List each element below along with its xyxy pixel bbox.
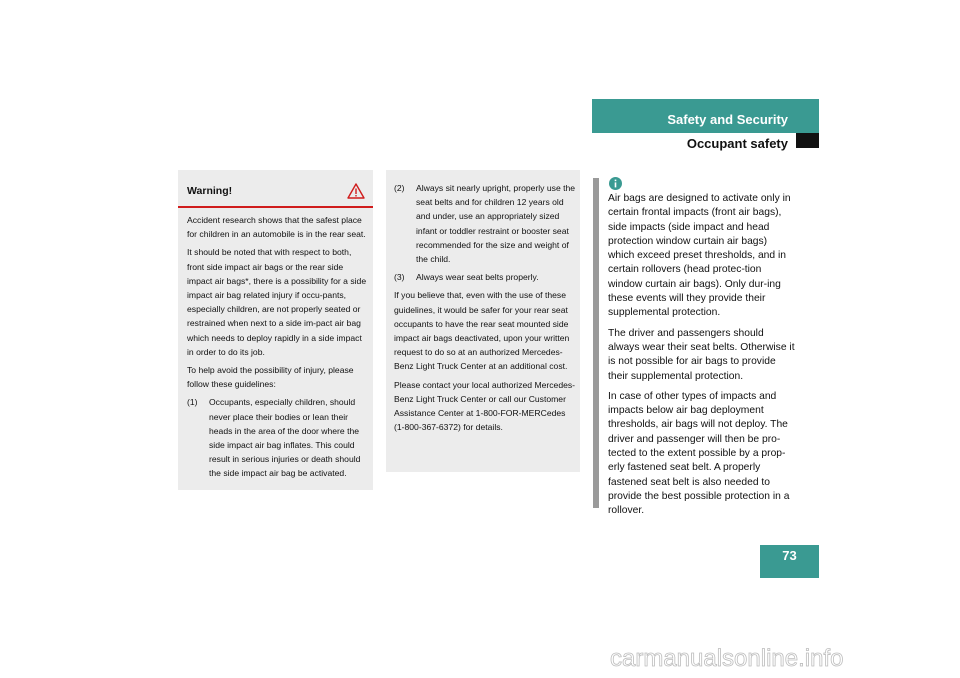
guideline-item <box>394 181 578 266</box>
warning-paragraph: To help avoid the possibility of injury, please follow these guidelines: <box>187 365 354 390</box>
warning-triangle-icon <box>347 183 365 199</box>
guideline-text: Occupants, especially children, should never place their bodies or lean their heads in the area of the door where the side impact air bag inflates. This could result in serious injuries or death should the side impact air bag be activated. <box>209 397 361 479</box>
info-paragraph: Air bags are designed to activate only in certain frontal impacts (front air bags), side impacts (side impact and head protection window curtain air bags) which exceed preset thresholds, and in certain rollovers (head protec-tion window curtain air bags). Only dur-ing these events will they provide their supplemental protection. <box>608 193 791 319</box>
header-marker <box>796 133 819 148</box>
warning-title: Warning! <box>187 185 233 197</box>
warning-body <box>187 213 369 485</box>
warning-paragraph: Accident research shows that the safest place for children in an automobile is in the rear seat. <box>187 215 366 240</box>
guidelines-body <box>394 181 578 438</box>
watermark-logo <box>610 644 950 674</box>
warning-paragraph: It should be noted that with respect to both, front side impact air bags or the rear side impact air bags*, there is a possibility for a side impact air bag related injury if occu-pants, especially children, are not properly seated or restrained when next to a side im-pact air bag which needs to deploy rapidly in a side impact in order to do its job. <box>187 247 367 357</box>
info-body <box>608 192 796 525</box>
warning-header <box>178 170 373 208</box>
guideline-number: (2) <box>394 183 405 193</box>
info-paragraph: In case of other types of impacts and impacts below air bag deployment thresholds, air bags will not deploy. The driver and passenger will then be pro-tected to the extent possible by a prop-erly fastened seat belt. A properly fastened seat belt is also needed to provide the best possible protection in a rollover. <box>608 390 790 517</box>
info-icon <box>609 177 622 190</box>
guideline-number: (3) <box>394 272 405 283</box>
warning-box <box>178 170 373 490</box>
watermark-text: carmanualsonline.info <box>610 645 844 672</box>
section-title: Safety and Security <box>667 112 788 127</box>
guideline-text: Always sit nearly upright, properly use the seat belts and for children 12 years old and under, use an appropriately sized infant or toddler restraint or booster seat recommended for the size and weight of the child. <box>416 183 576 265</box>
section-subtitle: Occupant safety <box>686 136 788 151</box>
guideline-item <box>187 395 369 480</box>
guideline-text: Always wear seat belts properly. <box>416 272 539 283</box>
guideline-paragraph: If you believe that, even with the use of these guidelines, it would be safer for your rear seat occupants to have the rear seat mounted side impact air bags deactivated, upon your written request to do so at an authorized Mercedes-Benz Light Truck Center at an additional cost. <box>394 290 570 372</box>
page-number: 73 <box>760 545 819 578</box>
guideline-paragraph: Please contact your local authorized Mercedes-Benz Light Truck Center or call our Customer Assistance Center at 1-800-FOR-MERCedes (1-800-367-6372) for details. <box>394 379 576 433</box>
guideline-item <box>394 270 578 284</box>
guidelines-continued-box <box>386 170 580 472</box>
info-paragraph: The driver and passengers should always wear their seat belts. Otherwise it is not possible for air bags to provide their supplemental protection. <box>608 327 795 382</box>
guideline-number: (1) <box>187 397 198 408</box>
info-sidebar-bar <box>593 178 599 508</box>
